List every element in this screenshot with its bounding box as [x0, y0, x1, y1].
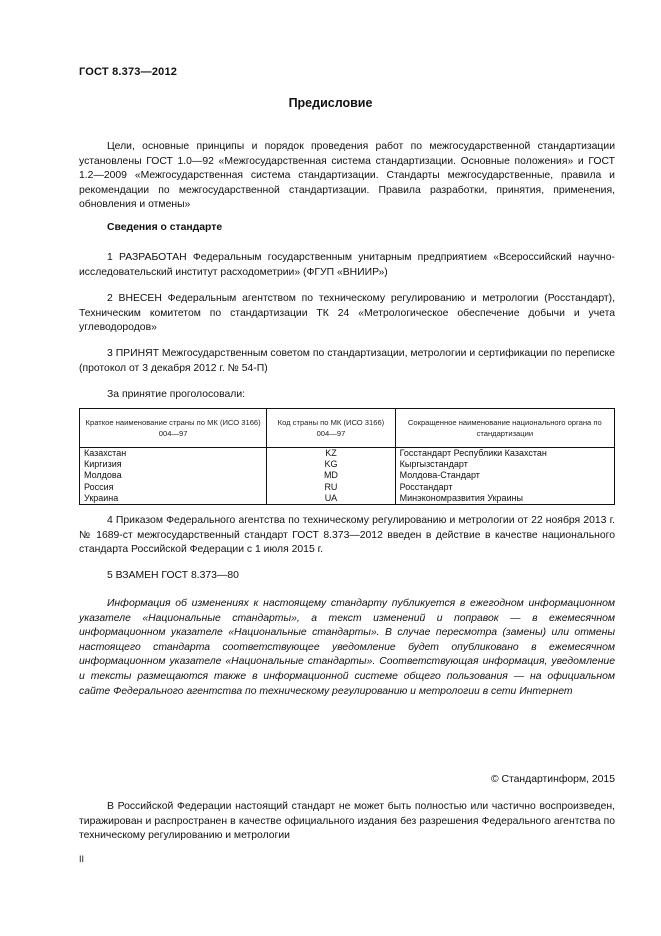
country-name: Россия	[80, 482, 267, 493]
header-country-name: Краткое наименование страны по МК (ИСО 3166) 004—97	[80, 409, 267, 448]
country-name: Казахстан	[80, 448, 267, 460]
copyright: © Стандартинформ, 2015	[490, 774, 615, 785]
table-row	[80, 448, 615, 460]
table-row	[80, 482, 615, 493]
rights-notice: В Российской Федерации настоящий стандарт не может быть полностью или частично воспроизведен, тиражирован и распространен в качестве официального издания без разрешения Федерального агентства по техническому регулированию и метрологии	[79, 801, 615, 842]
item-developed: 1 РАЗРАБОТАН Федеральным государственным унитарным предприятием «Всероссийский научно-исследовательский институт расходометрии» (ФГУП «ВНИИР»)	[79, 252, 615, 278]
item-enactment: 4 Приказом Федерального агентства по техническому регулированию и метрологии от 22 ноября 2013 г. № 1689-ст межгосударственный стандарт ГОСТ 8.373—2012 введен в действие в качестве национального стандарта Российской Федерации с 1 июля 2015 г.	[79, 515, 615, 556]
document-number: ГОСТ 8.373—2012	[79, 66, 178, 78]
national-body: Минэкономразвития Украины	[395, 493, 614, 505]
item-introduced: 2 ВНЕСЕН Федеральным агентством по техническому регулированию и метрологии (Росстандарт), Техническим комитетом по стандартизации ТК 24 «Метрологическое обеспечение добычи и учета углеводородов»	[79, 293, 615, 334]
national-body: Госстандарт Республики Казахстан	[395, 448, 614, 460]
item-adopted: 3 ПРИНЯТ Межгосударственным советом по стандартизации, метрологии и сертификации по переписке (протокол от 3 декабря 2012 г. № 54-П)	[79, 348, 615, 374]
page-number: II	[79, 854, 85, 864]
country-code: KG	[267, 459, 395, 470]
country-code: RU	[267, 482, 395, 493]
table-row	[80, 493, 615, 505]
national-body: Кыргызстандарт	[395, 459, 614, 470]
table-row	[80, 459, 615, 470]
country-code: UA	[267, 493, 395, 505]
vote-table	[79, 408, 615, 505]
country-name: Молдова	[80, 470, 267, 481]
national-body: Молдова-Стандарт	[395, 470, 614, 481]
vote-table-wrapper	[79, 408, 615, 505]
header-country-code: Код страны по МК (ИСО 3166) 004—97	[267, 409, 395, 448]
table-row	[80, 470, 615, 481]
national-body: Росстандарт	[395, 482, 614, 493]
vote-table-header-row	[80, 409, 615, 448]
country-name: Киргизия	[80, 459, 267, 470]
vote-label: За принятие проголосовали:	[107, 389, 246, 400]
country-name: Украина	[80, 493, 267, 505]
section-heading: Сведения о стандарте	[107, 222, 223, 233]
page-title: Предисловие	[288, 96, 373, 110]
country-code: KZ	[267, 448, 395, 460]
item-replaces: 5 ВЗАМЕН ГОСТ 8.373—80	[107, 570, 239, 581]
changes-notice: Информация об изменениях к настоящему стандарту публикуется в ежегодном информационном указателе «Национальные стандарты», а текст изменений и поправок — в ежемесячном информационном указателе «Национальные стандарты». В случае пересмотра (замены) или отмены настоящего стандарта соответствующее уведомление будет опубликовано в ежемесячном информационном указателе «Национальные стандарты». Соответствующая информация, уведомление и тексты размещаются также в информационной системе общего пользования — на официальном сайте Федерального агентства по техническому регулированию и метрологии в сети Интернет	[79, 598, 615, 697]
header-national-body: Сокращенное наименование национального органа по стандартизации	[395, 409, 614, 448]
country-code: MD	[267, 470, 395, 481]
intro-paragraph: Цели, основные принципы и порядок проведения работ по межгосударственной стандартизации установлены ГОСТ 1.0—92 «Межгосударственная система стандартизации. Основные положения» и ГОСТ 1.2—2009 «Межгосударственная система стандартизации. Стандарты межгосударственные, правила и рекомендации по межгосударственной стандартизации. Правила разработки, принятия, применения, обновления и отмены»	[79, 141, 615, 211]
